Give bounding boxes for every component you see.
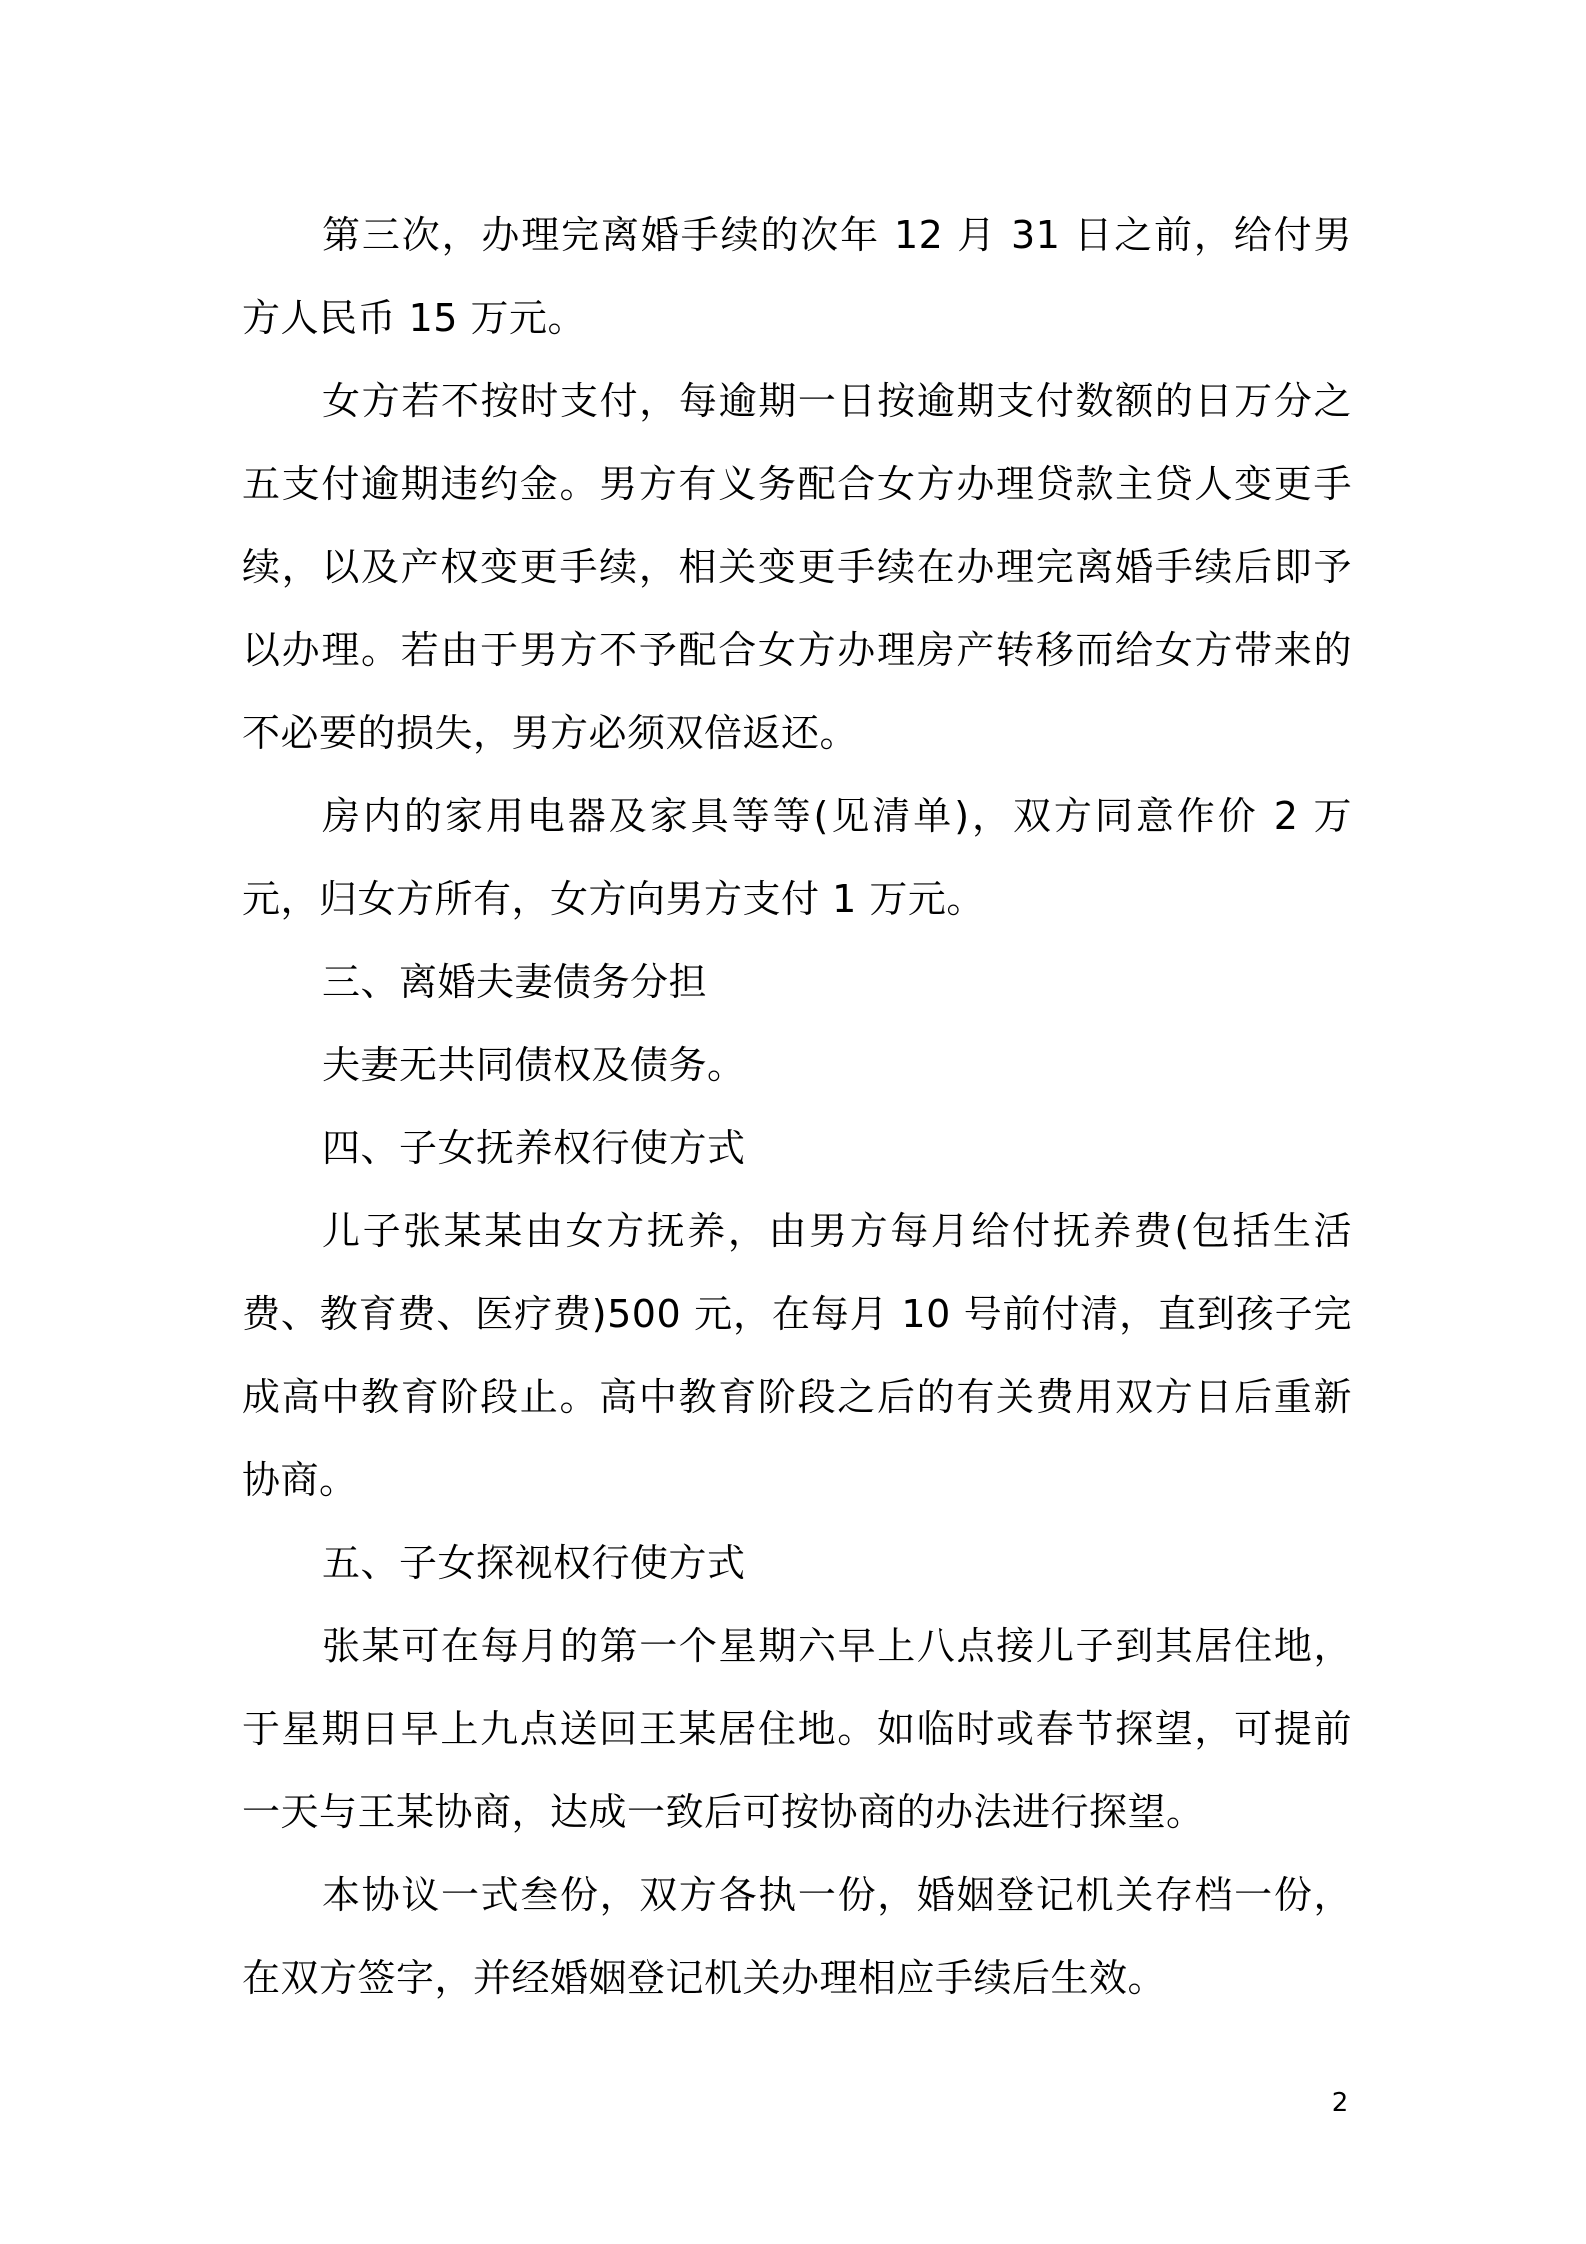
section-heading-custody: 四、子女抚养权行使方式 bbox=[322, 1126, 746, 1170]
paragraph-late-penalty: 女方若不按时支付，每逾期一日按逾期支付数额的日万分之五支付逾期违约金。男方有义务配合女方办理贷款主贷人变更手续，以及产权变更手续，相关变更手续在办理完离婚手续后即予以办理。若由于男方不予配合女方办理房产转移而给女方带来的不必要的损失，男方必须双倍返还。 bbox=[242, 379, 1352, 755]
document-body bbox=[242, 194, 1352, 2020]
page-number: 2 bbox=[1331, 2088, 1349, 2118]
section-heading-visitation: 五、子女探视权行使方式 bbox=[322, 1541, 746, 1585]
paragraph-third-payment: 第三次，办理完离婚手续的次年 12 月 31 日之前，给付男方人民币 15 万元。 bbox=[242, 213, 1352, 340]
section-heading-debt: 三、离婚夫妻债务分担 bbox=[322, 960, 708, 1004]
paragraph-appliances-furniture: 房内的家用电器及家具等等(见清单)，双方同意作价 2 万元，归女方所有，女方向男方支付 1 万元。 bbox=[242, 794, 1352, 921]
paragraph-no-debt: 夫妻无共同债权及债务。 bbox=[322, 1043, 746, 1087]
paragraph-agreement-effect: 本协议一式叁份，双方各执一份，婚姻登记机关存档一份，在双方签字，并经婚姻登记机关办理相应手续后生效。 bbox=[242, 1873, 1352, 2000]
paragraph-visitation: 张某可在每月的第一个星期六早上八点接儿子到其居住地，于星期日早上九点送回王某居住地。如临时或春节探望，可提前一天与王某协商，达成一致后可按协商的办法进行探望。 bbox=[242, 1624, 1352, 1834]
paragraph-child-support: 儿子张某某由女方抚养，由男方每月给付抚养费(包括生活费、教育费、医疗费)500 元，在每月 10 号前付清，直到孩子完成高中教育阶段止。高中教育阶段之后的有关费用双方日后重新协商。 bbox=[242, 1209, 1352, 1502]
